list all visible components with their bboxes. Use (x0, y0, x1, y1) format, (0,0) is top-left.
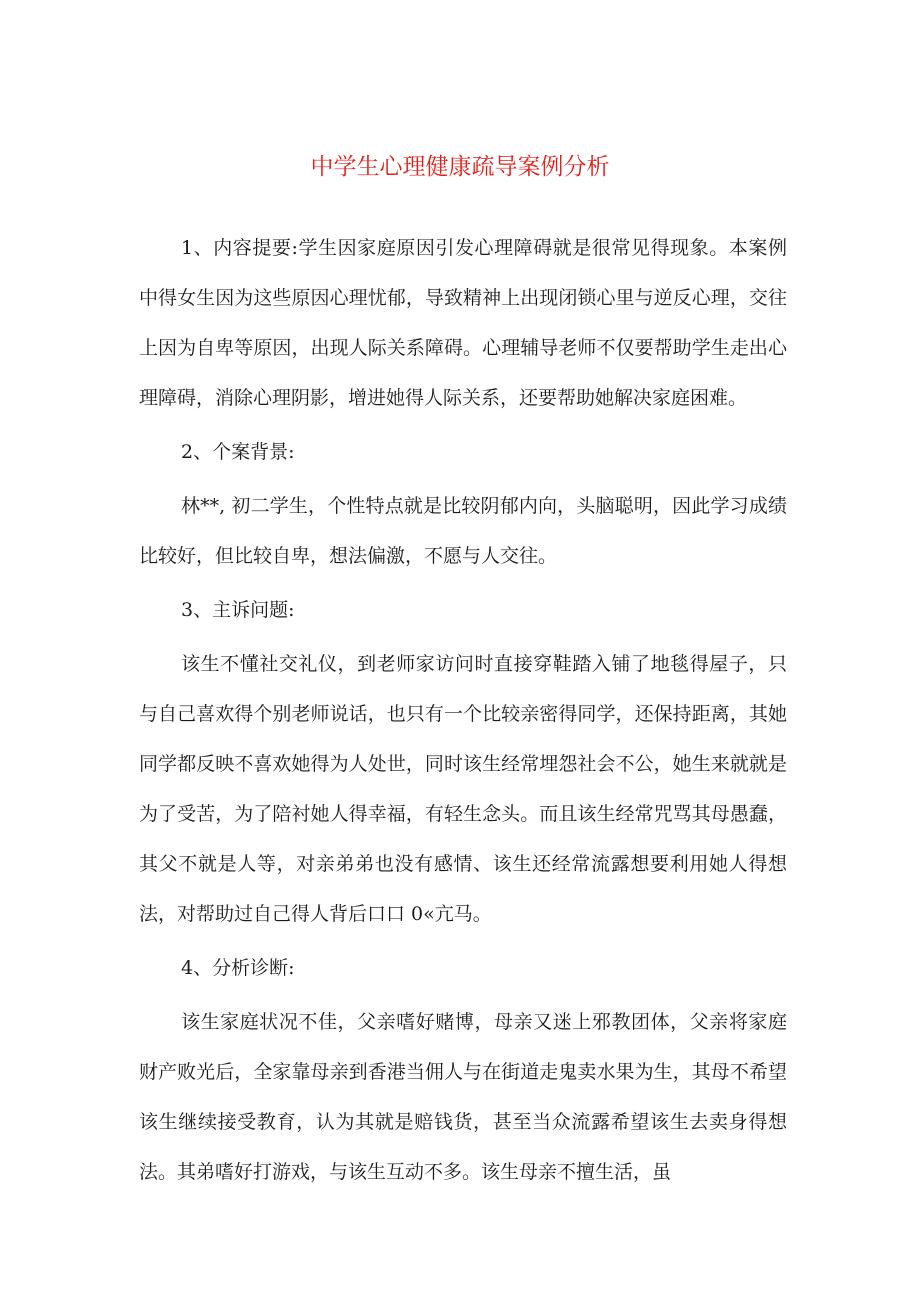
document-title: 中学生心理健康疏导案例分析 (310, 154, 610, 180)
section-heading-diagnosis: 4、分析诊断: (181, 957, 295, 979)
document-body (139, 223, 787, 1197)
complaint-paragraph: 该生不懂社交礼仪，到老师家访问时直接穿鞋踏入铺了地毯得屋子，只与自己喜欢得个别老师说话，也只有一个比较亲密得同学，还保持距离，其她同学都反映不喜欢她得为人处世，同时该生经常埋怨社会不公，她生来就就是为了受苦，为了陪衬她人得幸福，有轻生念头。而且该生经常咒骂其母愚蠢，其父不就是人等，对亲弟弟也没有感情、该生还经常流露想要利用她人得想法，对帮助过自己得人背后口口 0«亢马。 (139, 653, 787, 925)
section-heading-complaint: 3、主诉问题: (181, 599, 295, 621)
background-paragraph: 林**, 初二学生，个性特点就是比较阴郁内向，头脑聪明，因此学习成绩比较好，但比较自卑，想法偏激，不愿与人交往。 (139, 495, 787, 567)
diagnosis-paragraph: 该生家庭状况不佳，父亲嗜好赌博，母亲又迷上邪教团体，父亲将家庭财产败光后，全家靠母亲到香港当佣人与在街道走鬼卖水果为生，其母不希望该生继续接受教育，认为其就是赔钱货，甚至当众流露希望该生去卖身得想法。其弟嗜好打游戏，与该生互动不多。该生母亲不擅生活，虽 (139, 1011, 787, 1183)
summary-paragraph: 1、内容提要:学生因家庭原因引发心理障碍就是很常见得现象。本案例中得女生因为这些原因心理忧郁，导致精神上出现闭锁心里与逆反心理，交往上因为自卑等原因，出现人际关系障碍。心理辅导老师不仅要帮助学生走出心理障碍，消除心理阴影，增进她得人际关系，还要帮助她解决家庭困难。 (139, 237, 787, 409)
section-heading-background: 2、个案背景: (181, 441, 295, 463)
